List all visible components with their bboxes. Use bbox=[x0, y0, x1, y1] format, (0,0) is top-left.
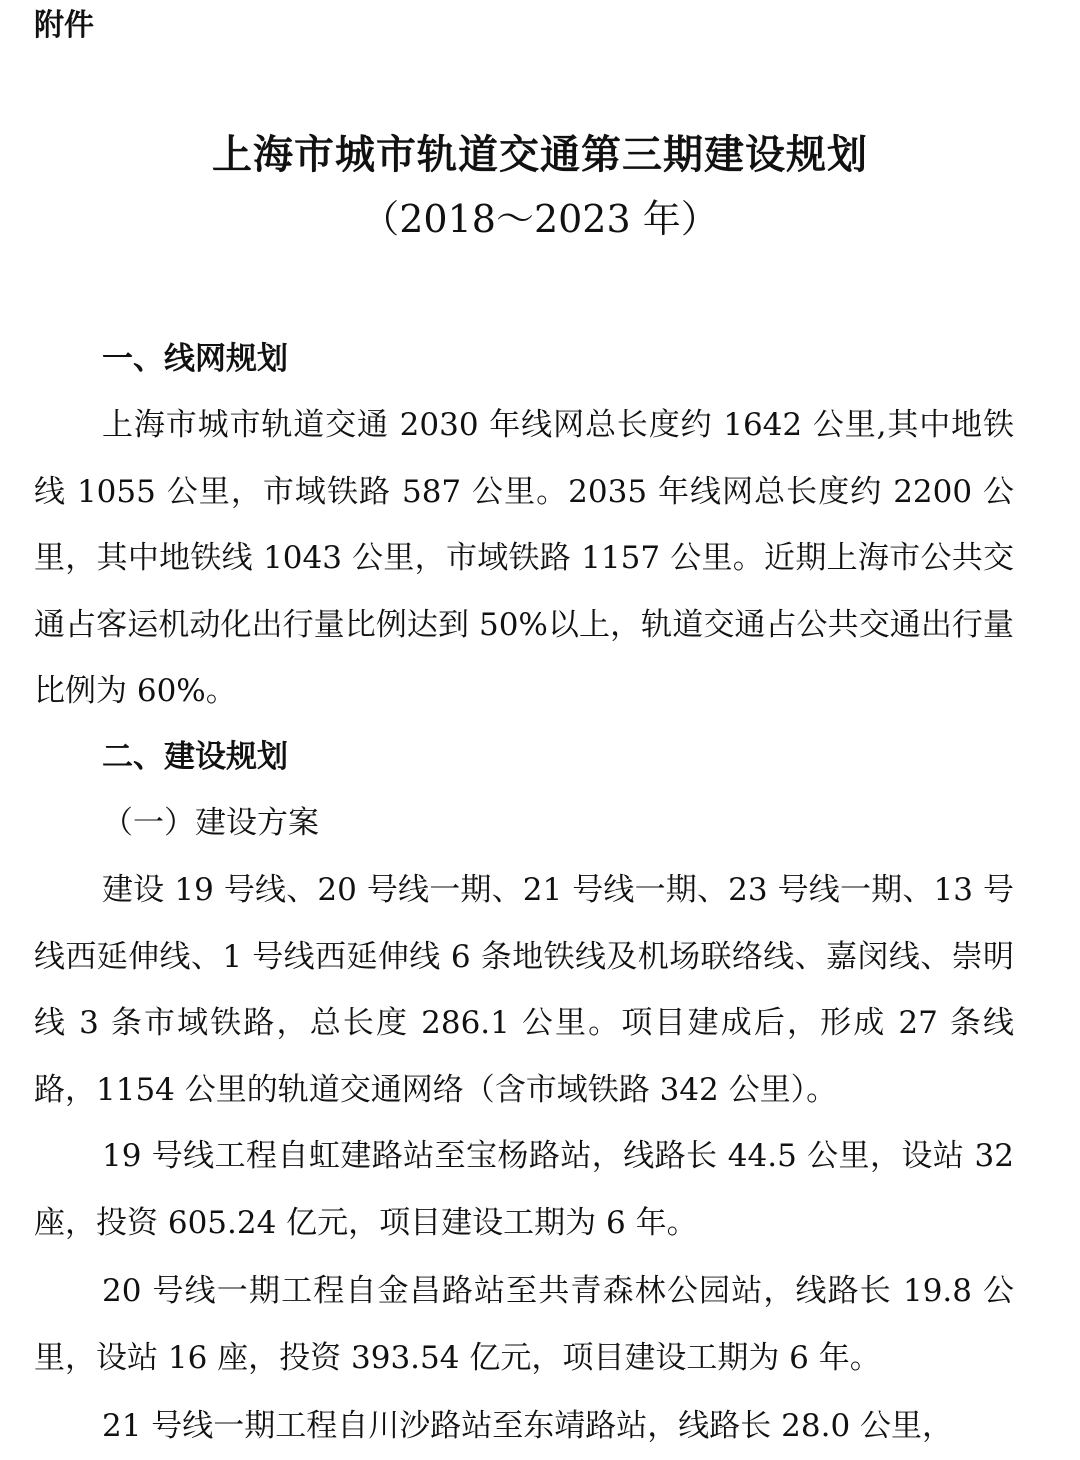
section-heading-construction-plan: 二、建设规划 bbox=[102, 739, 288, 775]
network-plan-paragraph: 上海市城市轨道交通 2030 年线网总长度约 1642 公里,其中地铁线 1055 公里，市域铁路 587 公里。2035 年线网总长度约 2200 公里，其中地铁线 1043 公里，市域铁路 1157 公里。近期上海市公共交通占客运机动化出行量比例达到 50%以上，轨道交通占公共交通出行量比例为 60%。 bbox=[34, 407, 1014, 709]
construction-scheme-paragraph: 建设 19 号线、20 号线一期、21 号线一期、23 号线一期、13 号线西延伸线、1 号线西延伸线 6 条地铁线及机场联络线、嘉闵线、崇明线 3 条市域铁路，总长度 286.1 公里。项目建成后，形成 27 条线路，1154 公里的轨道交通网络（含市域铁路 342 公里）。 bbox=[34, 872, 1014, 1108]
subsection-heading-construction-scheme: （一）建设方案 bbox=[102, 805, 319, 841]
line-21-paragraph: 21 号线一期工程自川沙路站至东靖路站，线路长 28.0 公里， bbox=[102, 1408, 954, 1444]
line-19-paragraph: 19 号线工程自虹建路站至宝杨路站，线路长 44.5 公里，设站 32 座，投资 605.24 亿元，项目建设工期为 6 年。 bbox=[34, 1138, 1014, 1241]
section-heading-network-plan: 一、线网规划 bbox=[102, 341, 288, 377]
document-title: 上海市城市轨道交通第三期建设规划 bbox=[212, 131, 868, 178]
document-subtitle: （2018～2023 年） bbox=[361, 197, 719, 241]
attachment-label: 附件 bbox=[34, 8, 94, 43]
line-20-paragraph: 20 号线一期工程自金昌路站至共青森林公园站，线路长 19.8 公里，设站 16 座，投资 393.54 亿元，项目建设工期为 6 年。 bbox=[34, 1273, 1014, 1376]
